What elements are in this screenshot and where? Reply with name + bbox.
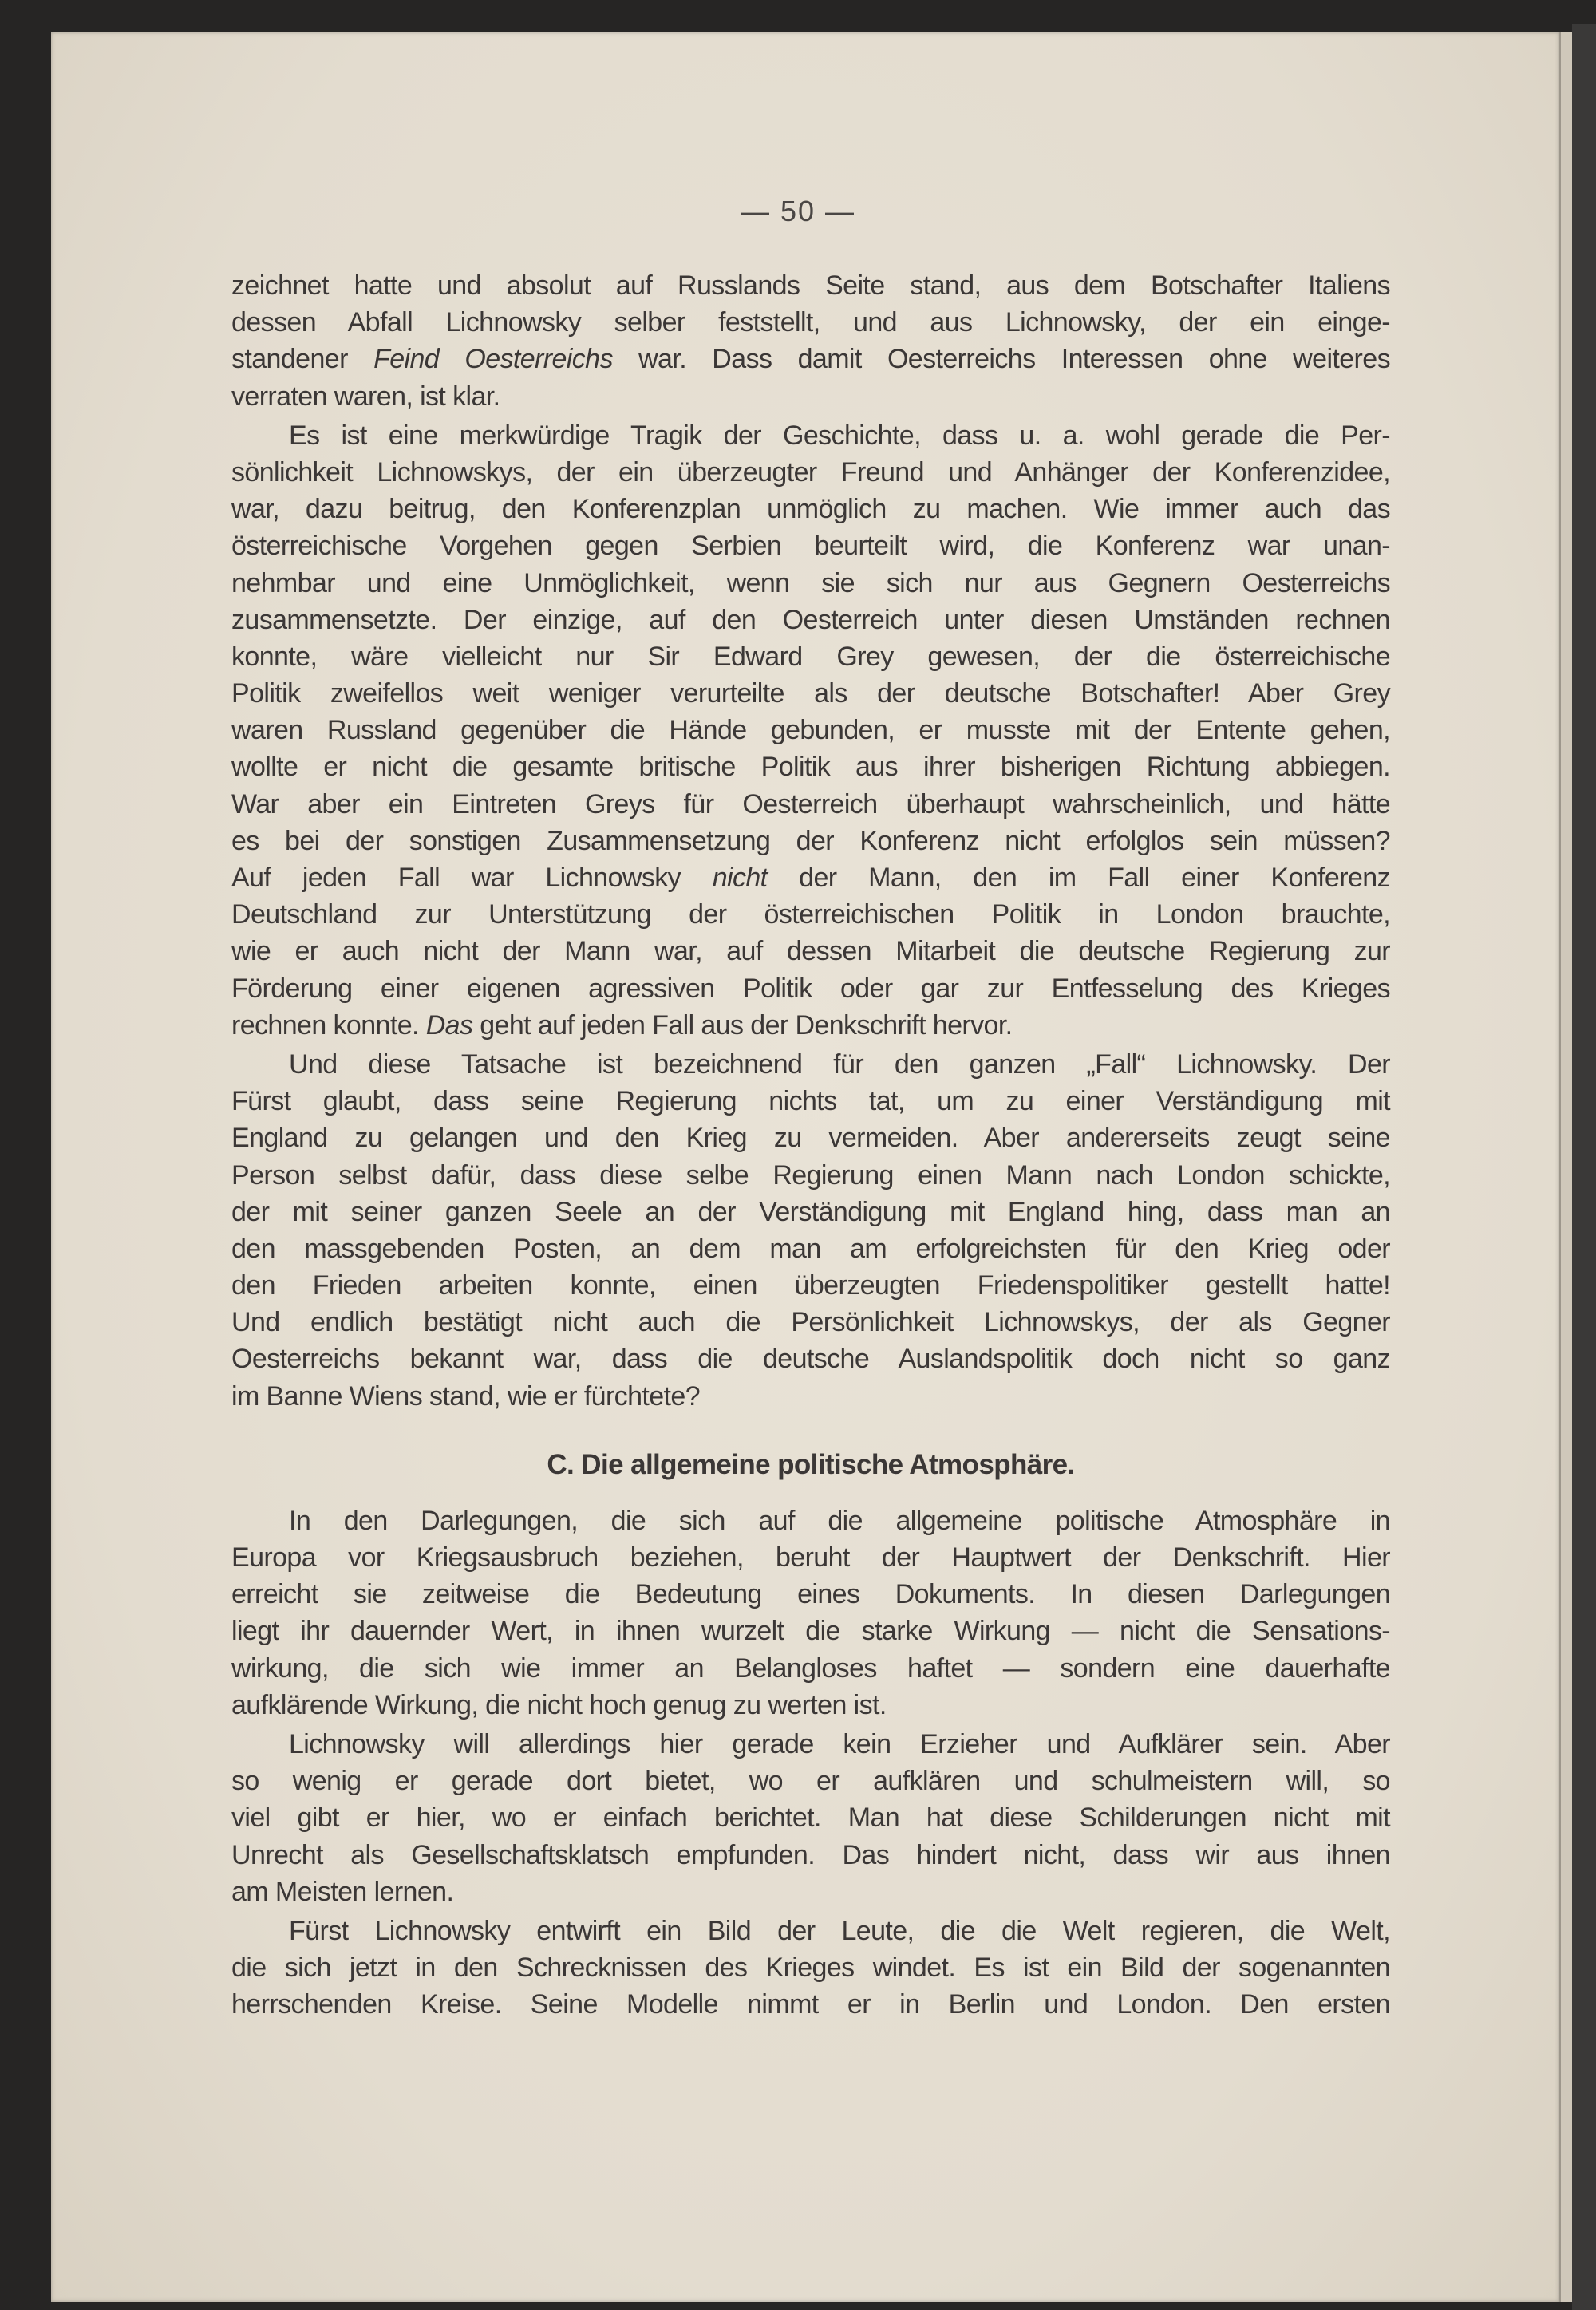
text-line: Oesterreichs bekannt war, dass die deutsche Auslandspolitik doch nicht so ganz [231, 1344, 1390, 1375]
paragraph [231, 1502, 1390, 1724]
section-heading: C. Die allgemeine politische Atmosphäre. [547, 1448, 1075, 1480]
text-line: sönlichkeit Lichnowskys, der ein überzeugter Freund und Anhänger der Konferenzidee, [231, 456, 1390, 488]
text-line: der mit seiner ganzen Seele an der Verständigung mit England hing, dass man an [231, 1196, 1390, 1227]
text-line: so wenig er gerade dort bietet, wo er aufklären und schulmeistern will, so [231, 1766, 1390, 1797]
text-line: den Frieden arbeiten konnte, einen überzeugten Friedenspolitiker gestellt hatte! [231, 1270, 1390, 1301]
text-segment: der Mann, den im Fall einer Konferenz [767, 863, 1390, 893]
text-line: aufklärende Wirkung, die nicht hoch genug zu werten ist. [231, 1689, 887, 1720]
text-line: England zu gelangen und den Krieg zu vermeiden. Aber andererseits zeugt seine [231, 1123, 1390, 1154]
text-line: erreicht sie zeitweise die Bedeutung eines Dokuments. In diesen Darlegungen [231, 1579, 1390, 1610]
text-line: waren Russland gegenüber die Hände gebunden, er musste mit der Entente gehen, [231, 715, 1390, 746]
paragraph [231, 417, 1390, 1044]
text-line: wie er auch nicht der Mann war, auf dessen Mitarbeit die deutsche Regierung zur [231, 936, 1390, 967]
italic-emphasis: Feind Oesterreichs [373, 344, 613, 375]
text-line: zeichnet hatte und absolut auf Russlands Seite stand, aus dem Botschafter Italiens [231, 270, 1390, 301]
text-line: es bei der sonstigen Zusammensetzung der Konferenz nicht erfolglos sein müssen? [231, 825, 1390, 856]
text-line: Es ist eine merkwürdige Tragik der Geschichte, dass u. a. wohl gerade die Per- [289, 420, 1390, 451]
text-line: Politik zweifellos weit weniger verurteilte als der deutsche Botschafter! Aber Grey [231, 678, 1390, 709]
text-line: konnte, wäre vielleicht nur Sir Edward Grey gewesen, der die österreichische [231, 641, 1390, 672]
text-line: Fürst Lichnowsky entwirft ein Bild der Leute, die die Welt regieren, die Welt, [289, 1915, 1390, 1946]
text-line: Person selbst dafür, dass diese selbe Regierung einen Mann nach London schickte, [231, 1159, 1390, 1191]
text-line: nehmbar und eine Unmöglichkeit, wenn sie sich nur aus Gegnern Oesterreichs [231, 567, 1390, 598]
text-line: zusammensetzte. Der einzige, auf den Oesterreich unter diesen Umständen rechnen [231, 604, 1390, 635]
text-line: Förderung einer eigenen agressiven Politik oder gar zur Entfesselung des Krieges [231, 973, 1390, 1004]
text-line: liegt ihr dauernder Wert, in ihnen wurzelt die starke Wirkung — nicht die Sensations- [231, 1616, 1390, 1647]
italic-emphasis: Das [425, 1009, 473, 1040]
text-line: Fürst glaubt, dass seine Regierung nichts tat, um zu einer Verständigung mit [231, 1086, 1390, 1117]
text-line [231, 1007, 1390, 1044]
text-line: den massgebenden Posten, an dem man am erfolgreichsten für den Krieg oder [231, 1233, 1390, 1264]
text-segment: war. Dass damit Oesterreichs Interessen ohne weiteres [612, 344, 1390, 375]
text-line [231, 341, 1390, 377]
body-text [231, 267, 1390, 2023]
paragraph [231, 267, 1390, 415]
text-line: war, dazu beitrug, den Konferenzplan unmöglich zu machen. Wie immer auch das [231, 494, 1390, 525]
italic-emphasis: nicht [712, 863, 768, 893]
text-line: dessen Abfall Lichnowsky selber feststellt, und aus Lichnowsky, der ein einge- [231, 307, 1390, 338]
text-line: War aber ein Eintreten Greys für Oesterreich überhaupt wahrscheinlich, und hätte [231, 788, 1390, 819]
text-line: die sich jetzt in den Schrecknissen des Krieges windet. Es ist ein Bild der sogenannten [231, 1953, 1390, 1984]
text-line: viel gibt er hier, wo er einfach berichtet. Man hat diese Schilderungen nicht mit [231, 1803, 1390, 1834]
text-segment: Auf jeden Fall war Lichnowsky [231, 863, 713, 893]
paragraph [231, 1726, 1390, 1910]
text-after-heading [231, 1502, 1390, 2024]
text-line: Lichnowsky will allerdings hier gerade kein Erzieher und Aufklärer sein. Aber [289, 1728, 1390, 1759]
text-segment: standener [231, 344, 374, 375]
scan-border [1572, 24, 1596, 2310]
text-line: herrschenden Kreise. Seine Modelle nimmt er in Berlin und London. Den ersten [231, 1989, 1390, 2020]
text-segment: rechnen konnte. [231, 1009, 426, 1040]
text-line: Unrecht als Gesellschaftsklatsch empfunden. Das hindert nicht, dass wir aus ihnen [231, 1839, 1390, 1870]
text-segment: geht auf jeden Fall aus der Denkschrift hervor. [472, 1009, 1013, 1040]
text-line: In den Darlegungen, die sich auf die allgemeine politische Atmosphäre in [289, 1505, 1390, 1536]
paragraph [231, 1913, 1390, 2024]
text-line: wollte er nicht die gesamte britische Politik aus ihrer bisherigen Richtung abbiegen. [231, 752, 1390, 783]
text-line: Und endlich bestätigt nicht auch die Persönlichkeit Lichnowskys, der als Gegner [231, 1307, 1390, 1338]
text-line: am Meisten lernen. [231, 1876, 454, 1907]
text-line: österreichische Vorgehen gegen Serbien beurteilt wird, die Konferenz war unan- [231, 531, 1390, 562]
paragraph [231, 1046, 1390, 1415]
page-number: — 50 — [740, 195, 856, 227]
text-line [231, 859, 1390, 896]
text-line: im Banne Wiens stand, wie er fürchtete? [231, 1380, 701, 1412]
text-line: Deutschland zur Unterstützung der österreichischen Politik in London brauchte, [231, 899, 1390, 930]
text-line: wirkung, die sich wie immer an Belangloses haftet — sondern eine dauerhafte [231, 1653, 1390, 1684]
text-line: Europa vor Kriegsausbruch beziehen, beruht der Hauptwert der Denkschrift. Hier [231, 1542, 1390, 1573]
text-before-heading [231, 267, 1390, 1415]
text-line: verraten waren, ist klar. [231, 381, 500, 412]
text-line: Und diese Tatsache ist bezeichnend für den ganzen „Fall“ Lichnowsky. Der [289, 1048, 1390, 1080]
